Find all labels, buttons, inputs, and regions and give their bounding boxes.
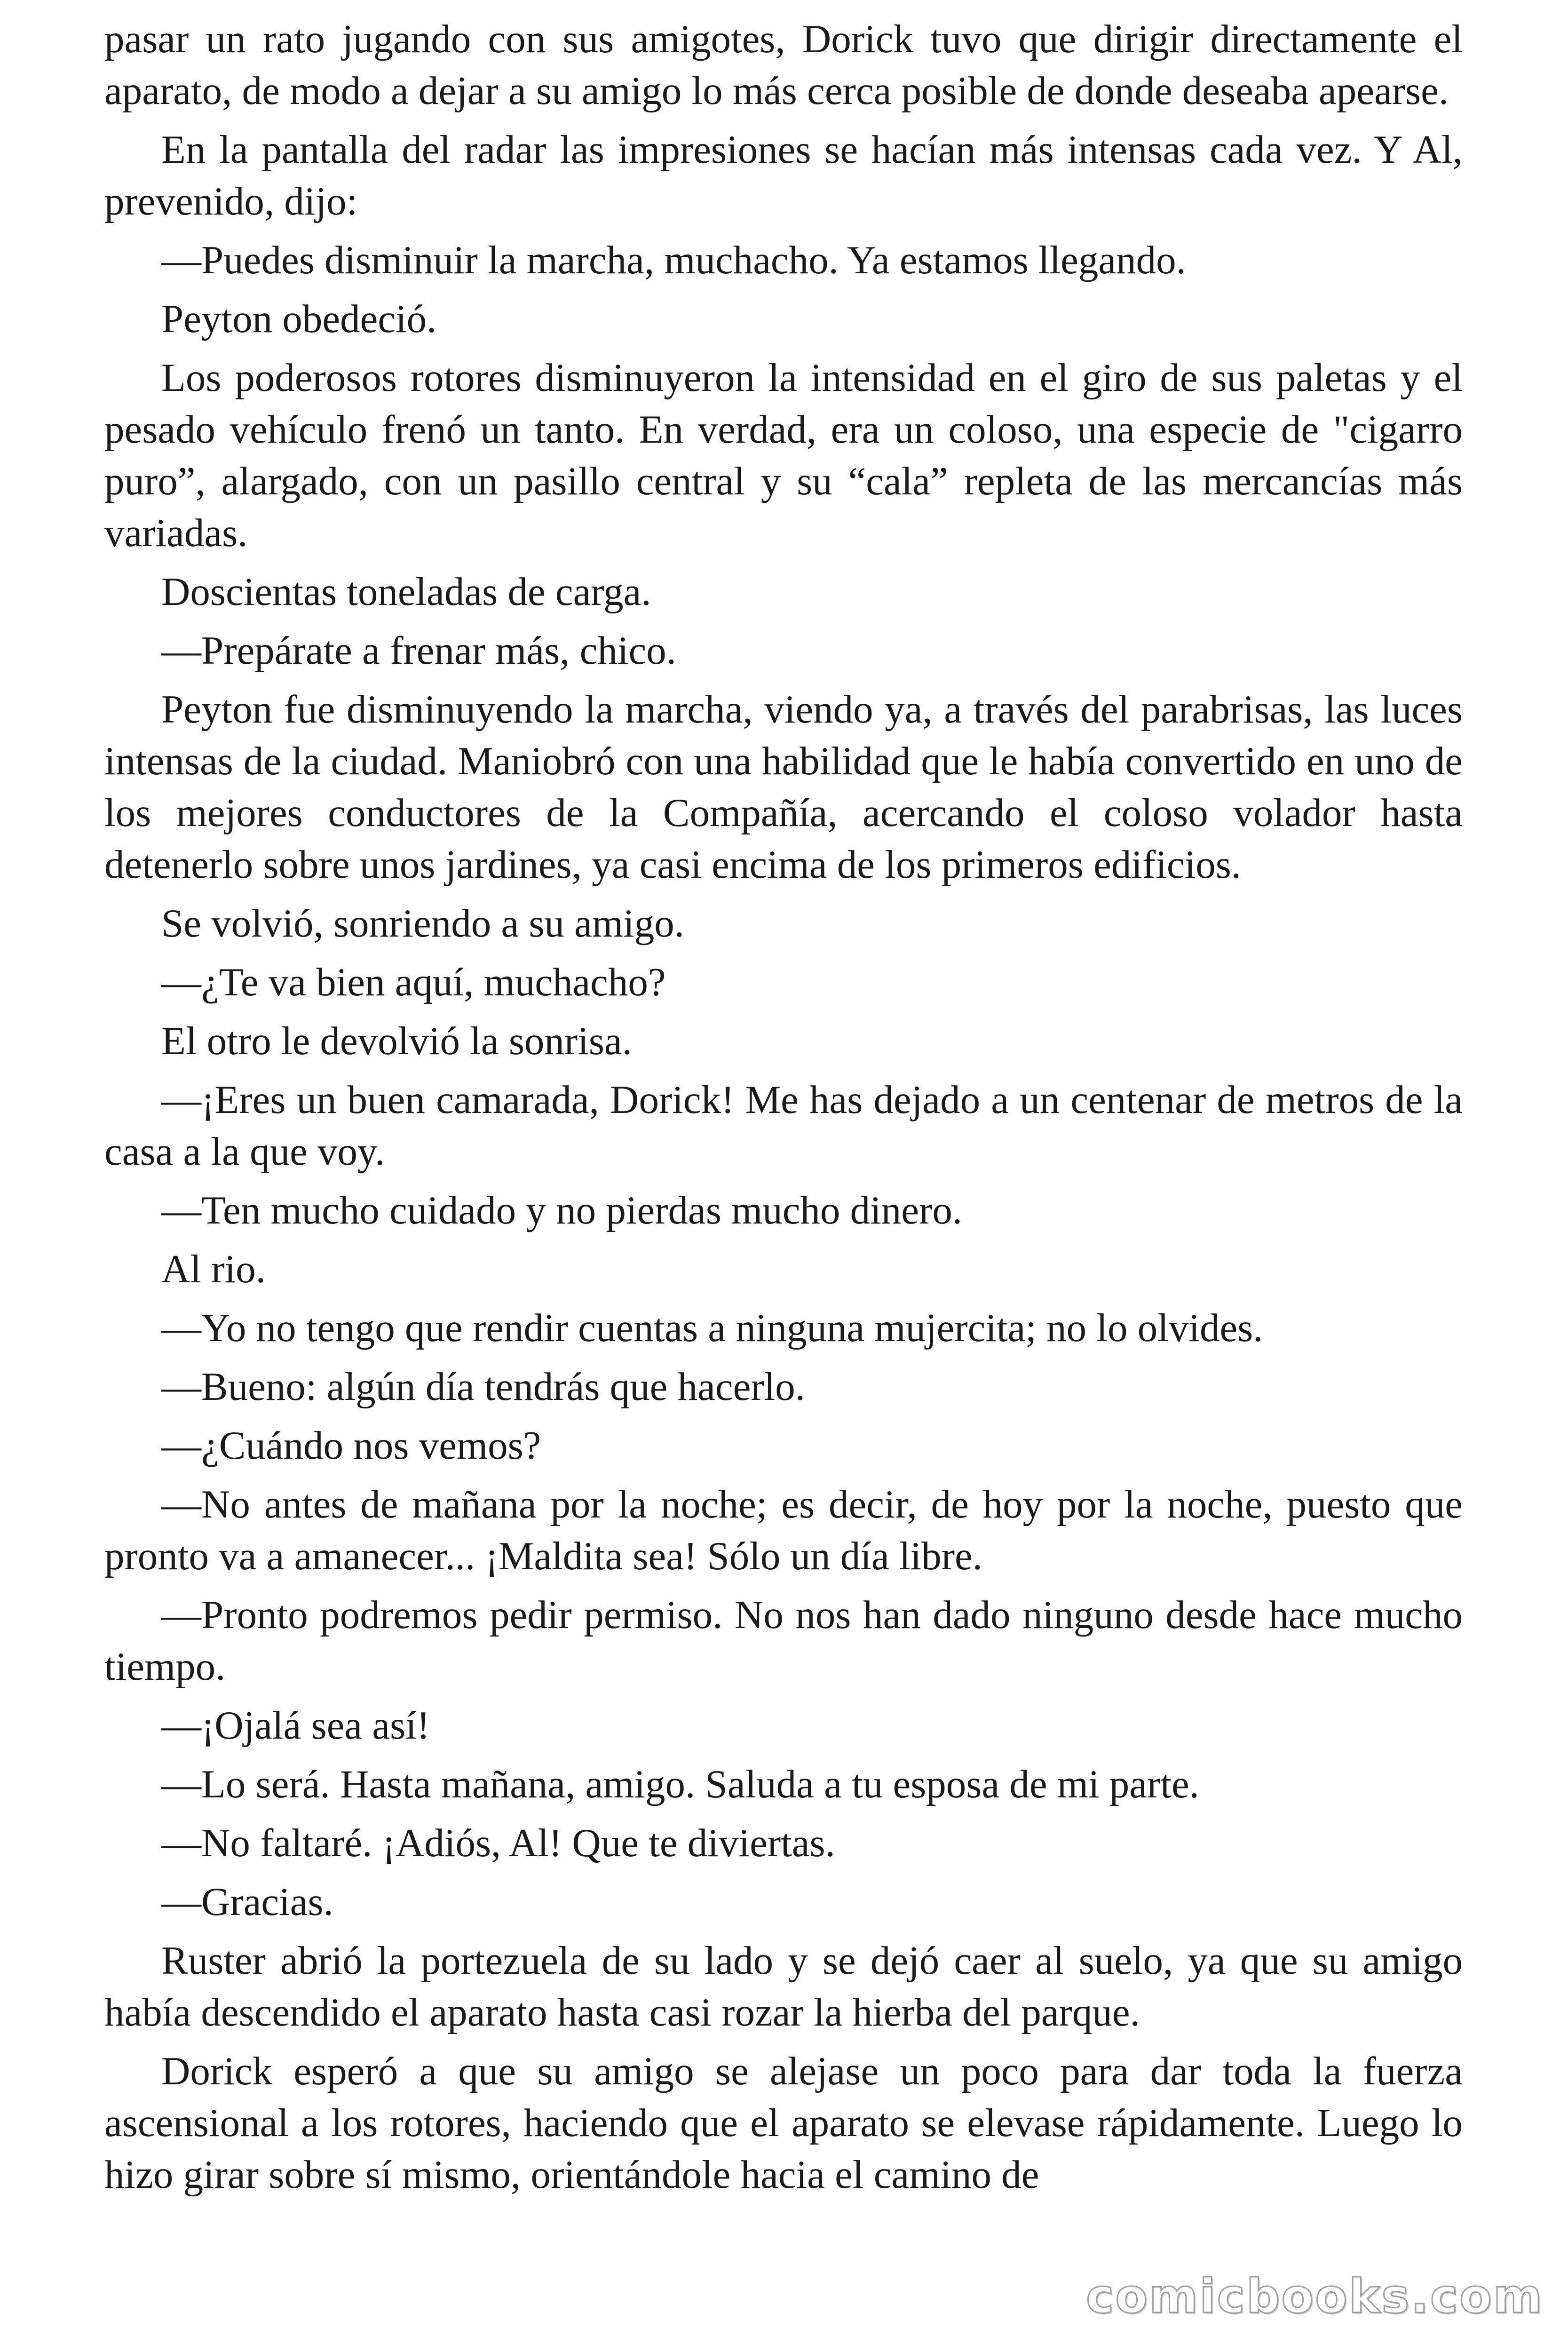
- paragraph: En la pantalla del radar las impresiones se hacían más intensas cada vez. Y Al, prevenido, dijo:: [104, 127, 1463, 223]
- dialogue-line: —Bueno: algún día tendrás que hacerlo.: [161, 1365, 806, 1409]
- dialogue-line: —Ten mucho cuidado y no pierdas mucho dinero.: [161, 1188, 963, 1232]
- dialogue-line: —Prepárate a frenar más, chico.: [161, 628, 676, 673]
- book-page: [104, 13, 1463, 2208]
- paragraph: Al rio.: [161, 1247, 266, 1291]
- dialogue-line: —¿Cuándo nos vemos?: [161, 1423, 541, 1468]
- dialogue-line: —Puedes disminuir la marcha, muchacho. Ya estamos llegando.: [161, 238, 1186, 282]
- paragraph: El otro le devolvió la sonrisa.: [161, 1019, 632, 1063]
- paragraph: Ruster abrió la portezuela de su lado y se dejó caer al suelo, ya que su amigo había descendido el aparato hasta casi rozar la hierba del parque.: [104, 1939, 1463, 2034]
- dialogue-line: —Lo será. Hasta mañana, amigo. Saluda a tu esposa de mi parte.: [161, 1762, 1199, 1806]
- paragraph: Doscientas toneladas de carga.: [161, 570, 651, 614]
- dialogue-line: —No faltaré. ¡Adiós, Al! Que te diviertas.: [161, 1821, 835, 1865]
- paragraph-continued: pasar un rato jugando con sus amigotes, Dorick tuvo que dirigir directamente el aparato, de modo a dejar a su amigo lo más cerca posible de donde deseaba apearse.: [104, 17, 1463, 113]
- dialogue-line: —Gracias.: [161, 1880, 333, 1924]
- paragraph: Se volvió, sonriendo a su amigo.: [161, 901, 684, 946]
- paragraph: Peyton fue disminuyendo la marcha, viendo ya, a través del parabrisas, las luces intensas de la ciudad. Maniobró con una habilidad que le había convertido en uno de los mejores conductores de la Compañía, acercando el coloso volador hasta detenerlo sobre unos jardines, ya casi encima de los primeros edificios.: [104, 687, 1463, 887]
- paragraph: Los poderosos rotores disminuyeron la intensidad en el giro de sus paletas y el pesado vehículo frenó un tanto. En verdad, era un coloso, una especie de "cigarro puro”, alargado, con un pasillo central y su “cala” repleta de las mercancías más variadas.: [104, 356, 1463, 555]
- paragraph-continues: Dorick esperó a que su amigo se alejase un poco para dar toda la fuerza ascensional a los rotores, haciendo que el aparato se elevase rápidamente. Luego lo hizo girar sobre sí mismo, orientándole hacia el camino de: [104, 2049, 1463, 2197]
- dialogue-line: —Yo no tengo que rendir cuentas a ninguna mujercita; no lo olvides.: [161, 1306, 1263, 1350]
- dialogue-line: —¡Ojalá sea así!: [161, 1703, 430, 1748]
- paragraph: Peyton obedeció.: [161, 297, 437, 341]
- dialogue-line: —¿Te va bien aquí, muchacho?: [161, 960, 666, 1004]
- watermark-logo: comicbooks.com: [1086, 2269, 1544, 2324]
- dialogue-line: —No antes de mañana por la noche; es decir, de hoy por la noche, puesto que pronto va a amanecer... ¡Maldita sea! Sólo un día libre.: [104, 1482, 1463, 1578]
- dialogue-line: —Pronto podremos pedir permiso. No nos han dado ninguno desde hace mucho tiempo.: [104, 1593, 1463, 1689]
- dialogue-line: —¡Eres un buen camarada, Dorick! Me has dejado a un centenar de metros de la casa a la que voy.: [104, 1078, 1463, 1174]
